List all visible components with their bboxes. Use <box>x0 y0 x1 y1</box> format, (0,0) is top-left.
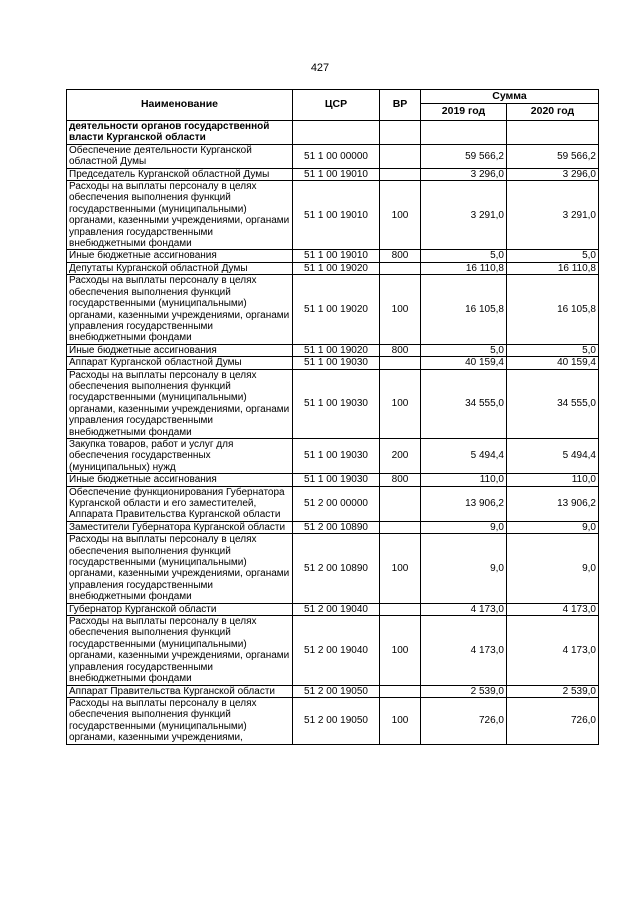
row-csr: 51 2 00 19040 <box>293 603 380 615</box>
table-row <box>67 438 599 473</box>
table-row <box>67 121 599 145</box>
row-2020: 5,0 <box>507 344 599 356</box>
row-csr: 51 1 00 19010 <box>293 250 380 262</box>
row-vr <box>380 486 421 521</box>
row-2020: 5 494,4 <box>507 438 599 473</box>
row-2019: 13 906,2 <box>421 486 507 521</box>
row-2020: 59 566,2 <box>507 144 599 168</box>
row-vr: 100 <box>380 181 421 250</box>
row-csr: 51 1 00 19030 <box>293 369 380 438</box>
row-csr: 51 1 00 19030 <box>293 474 380 486</box>
row-csr: 51 1 00 19010 <box>293 181 380 250</box>
row-2020: 9,0 <box>507 534 599 603</box>
row-vr: 100 <box>380 697 421 744</box>
row-name: Расходы на выплаты персоналу в целях обеспечения выполнения функций государственными (муниципальными) органами, казенными учреждениями, органами управления государственными внебюджетными фондами <box>67 616 293 685</box>
row-2019: 3 296,0 <box>421 168 507 180</box>
row-name: Иные бюджетные ассигнования <box>67 474 293 486</box>
row-vr: 100 <box>380 616 421 685</box>
row-2019: 5,0 <box>421 250 507 262</box>
row-2020: 726,0 <box>507 697 599 744</box>
row-vr: 800 <box>380 344 421 356</box>
table-row <box>67 344 599 356</box>
header-name: Наименование <box>67 90 293 121</box>
row-2020 <box>507 121 599 145</box>
row-csr: 51 1 00 19020 <box>293 344 380 356</box>
row-name: деятельности органов государственной власти Курганской области <box>67 121 293 145</box>
row-2020: 4 173,0 <box>507 616 599 685</box>
row-vr <box>380 521 421 533</box>
row-2019 <box>421 121 507 145</box>
row-2019: 16 110,8 <box>421 262 507 274</box>
row-csr: 51 2 00 00000 <box>293 486 380 521</box>
table-row <box>67 685 599 697</box>
row-csr: 51 2 00 19050 <box>293 697 380 744</box>
table-body <box>67 121 599 745</box>
row-2019: 40 159,4 <box>421 357 507 369</box>
row-2019: 2 539,0 <box>421 685 507 697</box>
row-csr: 51 1 00 19030 <box>293 438 380 473</box>
page-number: 427 <box>310 62 330 74</box>
row-vr: 100 <box>380 534 421 603</box>
row-name: Обеспечение деятельности Курганской областной Думы <box>67 144 293 168</box>
row-2020: 2 539,0 <box>507 685 599 697</box>
table-row <box>67 486 599 521</box>
row-name: Председатель Курганской областной Думы <box>67 168 293 180</box>
row-2019: 726,0 <box>421 697 507 744</box>
row-name: Заместители Губернатора Курганской области <box>67 521 293 533</box>
row-vr: 800 <box>380 474 421 486</box>
row-name: Расходы на выплаты персоналу в целях обеспечения выполнения функций государственными (муниципальными) органами, казенными учреждениями, <box>67 697 293 744</box>
row-name: Депутаты Курганской областной Думы <box>67 262 293 274</box>
row-2019: 34 555,0 <box>421 369 507 438</box>
table-row <box>67 181 599 250</box>
row-2020: 16 110,8 <box>507 262 599 274</box>
table-row <box>67 275 599 344</box>
table-row <box>67 616 599 685</box>
row-2020: 34 555,0 <box>507 369 599 438</box>
row-vr <box>380 262 421 274</box>
row-vr <box>380 357 421 369</box>
row-vr: 100 <box>380 369 421 438</box>
table-row <box>67 250 599 262</box>
row-vr <box>380 685 421 697</box>
row-2019: 9,0 <box>421 521 507 533</box>
row-2019: 3 291,0 <box>421 181 507 250</box>
row-name: Иные бюджетные ассигнования <box>67 250 293 262</box>
row-2020: 3 296,0 <box>507 168 599 180</box>
row-2019: 4 173,0 <box>421 616 507 685</box>
row-csr: 51 2 00 10890 <box>293 521 380 533</box>
row-vr <box>380 168 421 180</box>
table-row <box>67 534 599 603</box>
row-2020: 110,0 <box>507 474 599 486</box>
row-vr <box>380 144 421 168</box>
table-row <box>67 369 599 438</box>
table-row <box>67 697 599 744</box>
table-row <box>67 262 599 274</box>
header-vr: ВР <box>380 90 421 121</box>
row-name: Обеспечение функционирования Губернатора Курганской области и его заместителей, Аппарата Правительства Курганской области <box>67 486 293 521</box>
row-name: Расходы на выплаты персоналу в целях обеспечения выполнения функций государственными (муниципальными) органами, казенными учреждениями, органами управления государственными внебюджетными фондами <box>67 534 293 603</box>
row-csr: 51 1 00 19010 <box>293 168 380 180</box>
row-name: Расходы на выплаты персоналу в целях обеспечения выполнения функций государственными (муниципальными) органами, казенными учреждениями, органами управления государственными внебюджетными фондами <box>67 181 293 250</box>
header-sum: Сумма <box>421 90 599 104</box>
row-vr: 100 <box>380 275 421 344</box>
row-2019: 16 105,8 <box>421 275 507 344</box>
row-csr: 51 2 00 19050 <box>293 685 380 697</box>
row-name: Расходы на выплаты персоналу в целях обеспечения выполнения функций государственными (муниципальными) органами, казенными учреждениями, органами управления государственными внебюджетными фондами <box>67 275 293 344</box>
row-2019: 5 494,4 <box>421 438 507 473</box>
row-2019: 59 566,2 <box>421 144 507 168</box>
row-name: Губернатор Курганской области <box>67 603 293 615</box>
row-2020: 5,0 <box>507 250 599 262</box>
header-csr: ЦСР <box>293 90 380 121</box>
row-csr: 51 2 00 10890 <box>293 534 380 603</box>
row-2019: 110,0 <box>421 474 507 486</box>
row-csr <box>293 121 380 145</box>
row-2020: 4 173,0 <box>507 603 599 615</box>
row-2019: 4 173,0 <box>421 603 507 615</box>
table-row <box>67 603 599 615</box>
row-2019: 5,0 <box>421 344 507 356</box>
row-2020: 9,0 <box>507 521 599 533</box>
row-2020: 3 291,0 <box>507 181 599 250</box>
row-vr <box>380 121 421 145</box>
row-2020: 16 105,8 <box>507 275 599 344</box>
row-csr: 51 1 00 19020 <box>293 275 380 344</box>
row-vr <box>380 603 421 615</box>
header-2019: 2019 год <box>421 104 507 121</box>
row-name: Иные бюджетные ассигнования <box>67 344 293 356</box>
table-row <box>67 521 599 533</box>
row-2020: 40 159,4 <box>507 357 599 369</box>
row-vr: 200 <box>380 438 421 473</box>
row-name: Аппарат Курганской областной Думы <box>67 357 293 369</box>
table-row <box>67 357 599 369</box>
table-row <box>67 144 599 168</box>
table-row <box>67 474 599 486</box>
row-csr: 51 2 00 19040 <box>293 616 380 685</box>
row-name: Аппарат Правительства Курганской области <box>67 685 293 697</box>
row-2019: 9,0 <box>421 534 507 603</box>
row-csr: 51 1 00 19030 <box>293 357 380 369</box>
row-name: Закупка товаров, работ и услуг для обеспечения государственных (муниципальных) нужд <box>67 438 293 473</box>
row-vr: 800 <box>380 250 421 262</box>
header-2020: 2020 год <box>507 104 599 121</box>
row-csr: 51 1 00 19020 <box>293 262 380 274</box>
budget-table <box>66 89 599 745</box>
row-2020: 13 906,2 <box>507 486 599 521</box>
row-csr: 51 1 00 00000 <box>293 144 380 168</box>
table-row <box>67 168 599 180</box>
row-name: Расходы на выплаты персоналу в целях обеспечения выполнения функций государственными (муниципальными) органами, казенными учреждениями, органами управления государственными внебюджетными фондами <box>67 369 293 438</box>
